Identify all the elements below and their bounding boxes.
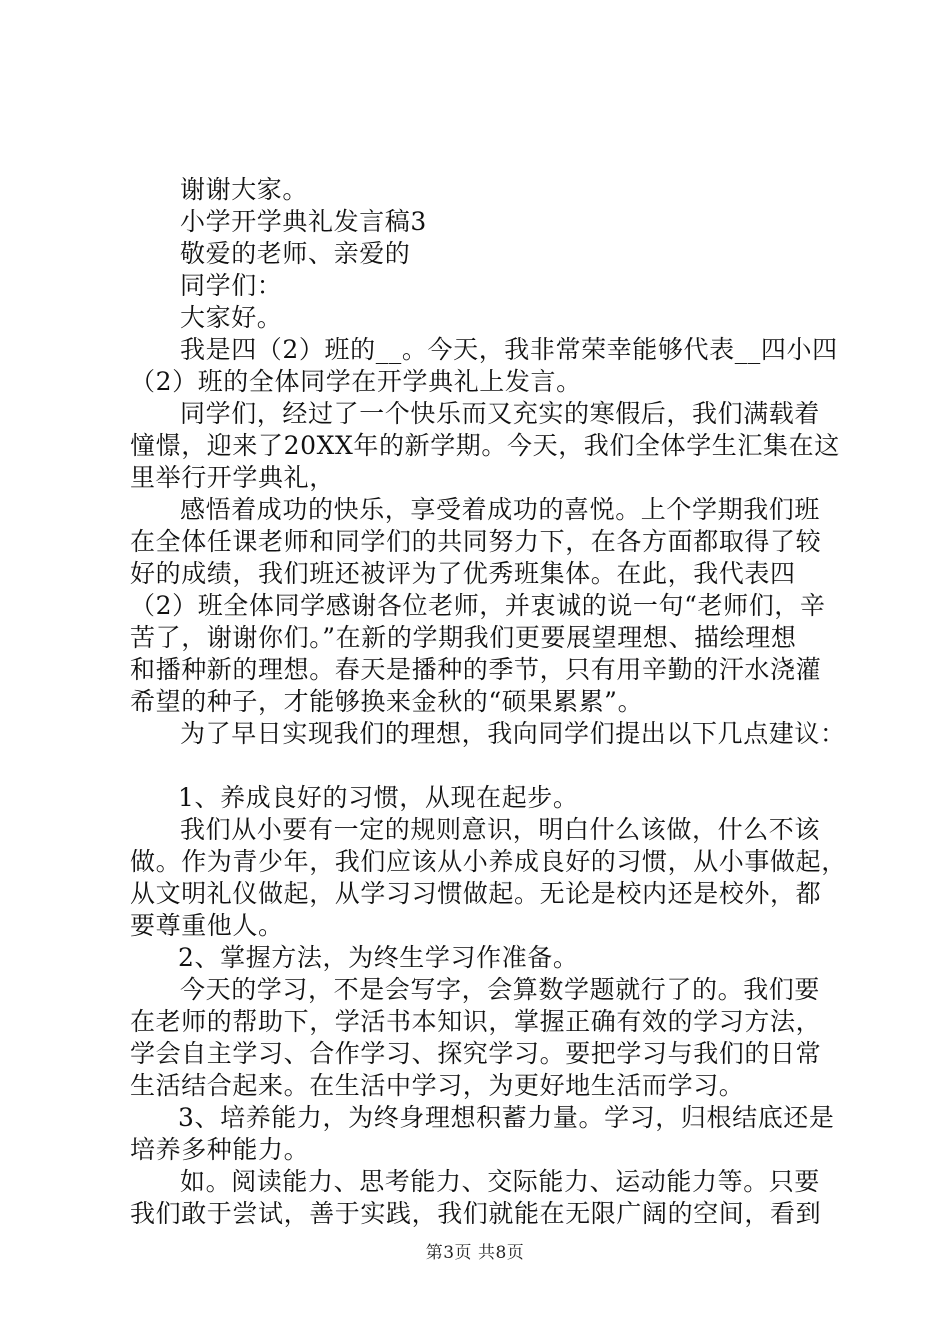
paragraph-line: 憧憬，迎来了20XX年的新学期。今天，我们全体学生汇集在这	[130, 431, 840, 460]
list-item-heading: 2、掌握方法，为终生学习作准备。	[178, 943, 579, 972]
paragraph-line: 在全体任课老师和同学们的共同努力下，在各方面都取得了较	[130, 527, 822, 556]
salutation-line: 敬爱的老师、亲爱的	[180, 239, 411, 268]
document-body	[130, 174, 847, 1230]
paragraph-line: 同学们，经过了一个快乐而又充实的寒假后，我们满载着	[180, 399, 821, 428]
paragraph-line: 希望的种子，才能够换来金秋的“硕果累累”。	[130, 687, 644, 716]
paragraph-line: 感悟着成功的快乐，享受着成功的喜悦。上个学期我们班	[180, 495, 821, 524]
paragraph-line: 从文明礼仪做起，从学习习惯做起。无论是校内还是校外，都	[130, 879, 822, 908]
greeting-line: 大家好。	[180, 303, 283, 332]
paragraph-line: 好的成绩，我们班还被评为了优秀班集体。在此，我代表四	[130, 559, 796, 588]
paragraph-line: 我们敢于尝试，善于实践，我们就能在无限广阔的空间，看到	[130, 1199, 822, 1228]
paragraph-line: （2）班全体同学感谢各位老师，并衷诚的说一句“老师们，辛	[130, 591, 826, 620]
paragraph-line: 今天的学习，不是会写字，会算数学题就行了的。我们要	[180, 975, 821, 1004]
section-title: 小学开学典礼发言稿3	[180, 207, 427, 236]
page-footer: 第3页 共8页	[425, 1243, 525, 1263]
paragraph-line: 在老师的帮助下，学活书本知识，掌握正确有效的学习方法，	[130, 1007, 822, 1036]
paragraph-line: 学会自主学习、合作学习、探究学习。要把学习与我们的日常	[130, 1039, 822, 1068]
paragraph-line: 谢谢大家。	[180, 175, 309, 204]
salutation-line: 同学们：	[180, 271, 283, 300]
list-item-heading: 1、养成良好的习惯，从现在起步。	[178, 783, 579, 812]
paragraph-line: 为了早日实现我们的理想，我向同学们提出以下几点建议：	[180, 719, 846, 748]
paragraph-line: 和播种新的理想。春天是播种的季节，只有用辛勤的汗水浇灌	[130, 655, 822, 684]
paragraph-line: 生活结合起来。在生活中学习，为更好地生活而学习。	[130, 1071, 745, 1100]
paragraph-line: 我们从小要有一定的规则意识，明白什么该做，什么不该	[180, 815, 821, 844]
paragraph-line: 做。作为青少年，我们应该从小养成良好的习惯，从小事做起，	[130, 847, 847, 876]
list-item-heading: 3、培养能力，为终身理想积蓄力量。学习，归根结底还是	[178, 1103, 835, 1132]
paragraph-line: 里举行开学典礼，	[130, 463, 335, 492]
paragraph-line: 苦了，谢谢你们。”在新的学期我们更要展望理想、描绘理想	[130, 623, 797, 652]
paragraph-line: 如。阅读能力、思考能力、交际能力、运动能力等。只要	[180, 1167, 821, 1196]
blank-line	[130, 750, 830, 782]
paragraph-line: （2）班的全体同学在开学典礼上发言。	[130, 367, 582, 396]
paragraph-line: 培养多种能力。	[130, 1135, 310, 1164]
paragraph-line: 我是四（2）班的__。今天，我非常荣幸能够代表__四小四	[180, 335, 838, 364]
paragraph-line: 要尊重他人。	[130, 911, 284, 940]
